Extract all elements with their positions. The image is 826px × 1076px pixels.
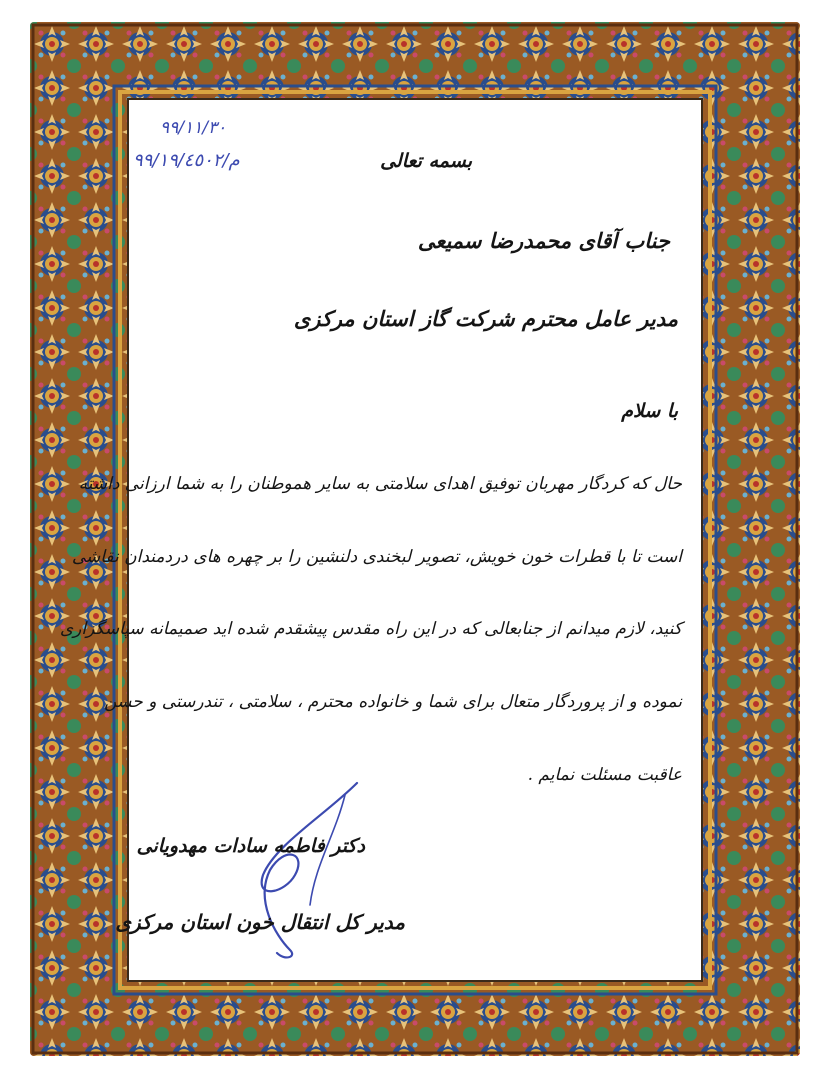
body-line: کنید، لازم میدانم از جنابعالی که در این راه مقدس پیشقدم شده اید صمیمانه سپاسگزاری xyxy=(59,619,682,639)
body-line: نموده و از پروردگار متعال برای شما و خانواده محترم ، سلامتی ، تندرستی و حسن xyxy=(104,692,682,712)
handwritten-date: ۹۹/۱۱/۳۰ xyxy=(160,118,227,138)
signatory-title: مدیر کل انتقال خون استان مرکزی xyxy=(115,910,405,934)
recipient-title: مدیر عامل محترم شرکت گاز استان مرکزی xyxy=(293,306,678,331)
body-line: حال که کردگار مهربان توفیق اهدای سلامتی به سایر هموطنان را به شما ارزانی داشته xyxy=(78,474,682,494)
body-line: عاقبت مسئلت نمایم . xyxy=(527,765,682,785)
handwritten-reference-number: م/۹۹/۱۹/٤٥٠٢ xyxy=(133,150,240,171)
recipient-name: جناب آقای محمدرضا سمیعی xyxy=(417,228,670,253)
letter-heading: بسمه تعالی xyxy=(380,150,472,172)
body-line: است تا با قطرات خون خویش، تصویر لبخندی دلنشین را بر چهره های دردمندان نقاشی xyxy=(71,547,682,567)
greeting: با سلام xyxy=(621,400,678,422)
signatory-name: دکتر فاطمه سادات مهدویانی xyxy=(136,835,365,857)
handwritten-signature xyxy=(215,775,375,965)
